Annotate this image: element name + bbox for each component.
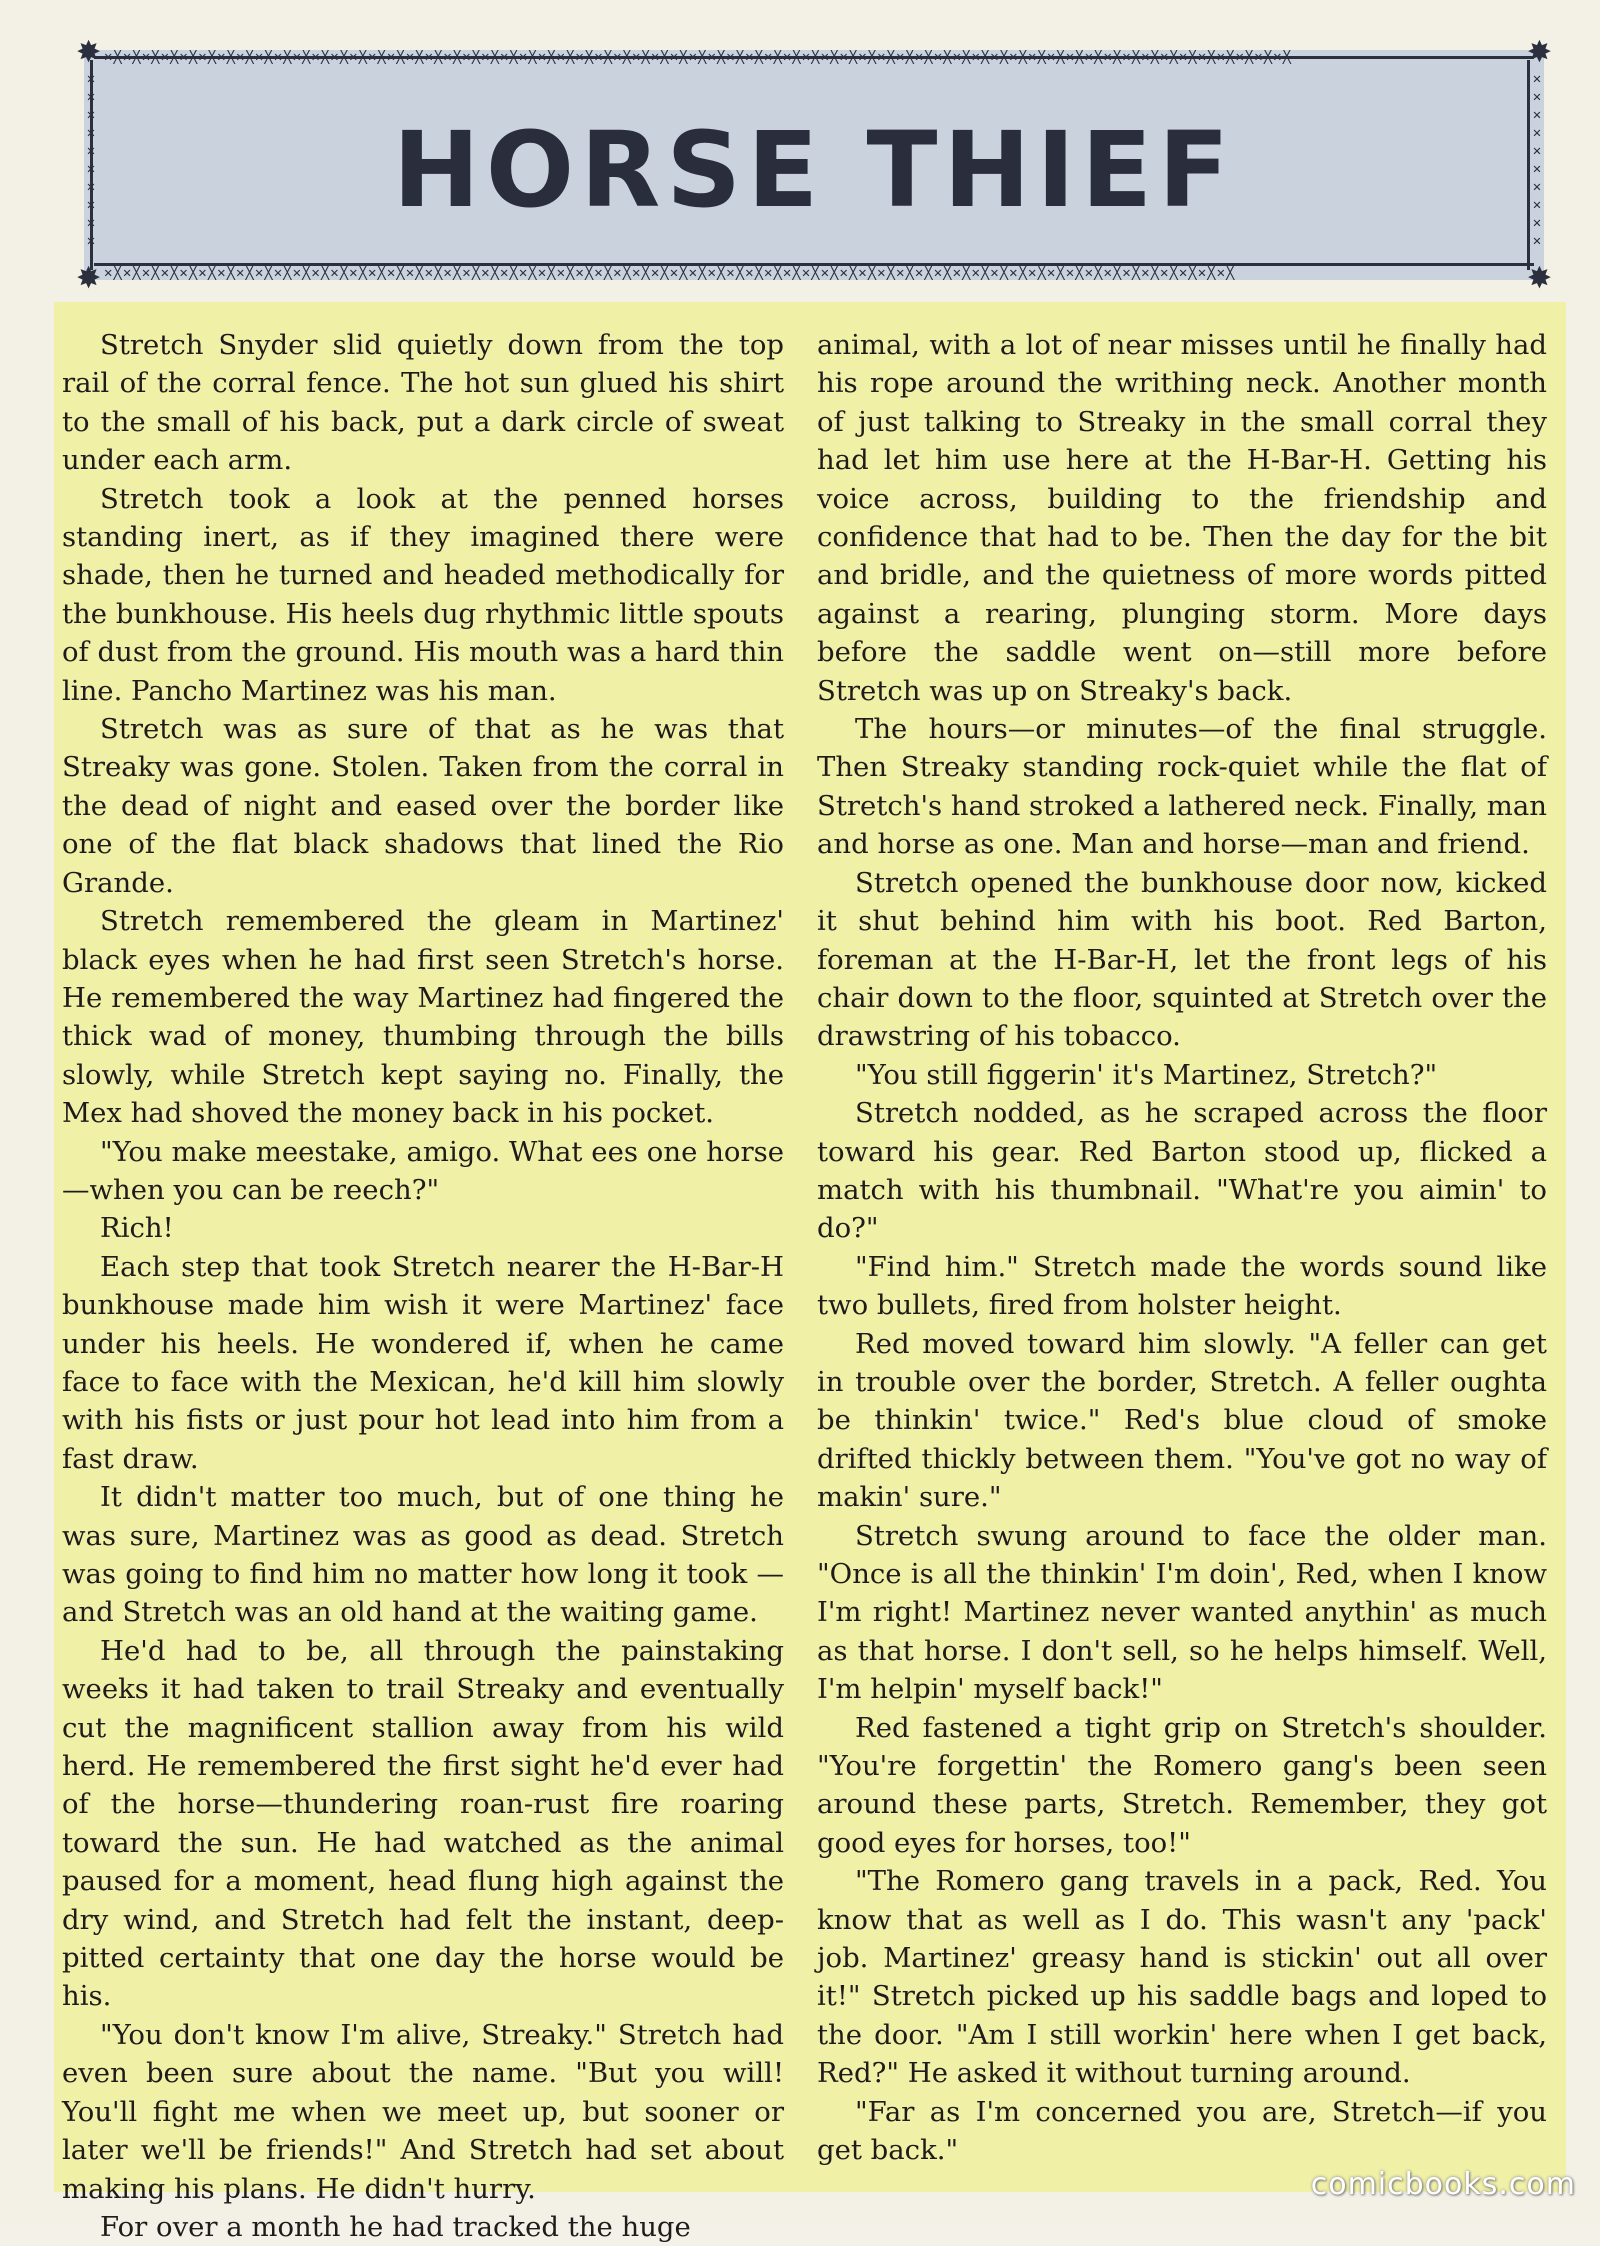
story-title: HORSE THIEF <box>392 109 1236 231</box>
paragraph: Stretch remembered the gleam in Martinez' black eyes when he had first seen Stretch's horse. He remembered the way Martinez had fingered the thick wad of money, thumbing through the bills slowly, while Stretch kept saying no. Finally, the Mex had shoved the money back in his pocket. <box>62 905 784 1130</box>
star-ornament-icon: ✸ <box>1526 35 1552 70</box>
paragraph: Red moved toward him slowly. "A feller can get in trouble over the border, Stretch. A feller oughta be thinkin' twice." Red's blue cloud of smoke drifted thickly between them. "You've got no way of makin' sure." <box>817 1327 1547 1514</box>
star-ornament-icon: ✸ <box>76 261 102 296</box>
paragraph: "You still figgerin' it's Martinez, Stretch?" <box>855 1058 1438 1091</box>
paragraph: Stretch nodded, as he scraped across the floor toward his gear. Red Barton stood up, flicked a match with his thumbnail. "What're you aimin' to do?" <box>817 1097 1547 1245</box>
paragraph: Stretch was as sure of that as he was that Streaky was gone. Stolen. Taken from the corral in the dead of night and eased over the border like one of the flat black shadows that lined the Rio Grande. <box>62 713 784 899</box>
barbed-wire-left: ✕ ✕ ✕ ✕ ✕ ✕ ✕ ✕ ✕ ✕ <box>86 71 96 249</box>
paragraph: Stretch took a look at the penned horses standing inert, as if they imagined there were shade, then he turned and headed methodically for the bunkhouse. His heels dug rhythmic little spouts of dust from the ground. His mouth was a hard thin line. Pancho Martinez was his man. <box>62 482 784 707</box>
site-watermark: comicbooks.com <box>1310 2167 1576 2202</box>
barbed-wire-right: ✕ ✕ ✕ ✕ ✕ ✕ ✕ ✕ ✕ ✕ <box>1532 71 1542 249</box>
barbed-wire-top: ✕╳✕╳✕╳✕╳✕╳✕╳✕╳✕╳✕╳✕╳✕╳✕╳✕╳✕╳✕╳✕╳✕╳✕╳✕╳✕╳✕╳✕╳✕╳✕╳✕╳✕╳✕╳✕╳✕╳✕╳✕╳✕╳✕╳✕╳✕╳✕╳✕╳✕╳✕╳✕╳✕╳✕╳✕╳✕╳✕╳✕╳✕╳✕╳✕╳✕╳✕╳✕╳✕╳✕╳✕╳✕╳✕╳✕╳✕╳✕╳✕╳✕╳✕╳ <box>104 50 1293 64</box>
title-banner <box>76 35 1552 296</box>
paragraph: For over a month he had tracked the huge <box>100 2210 691 2243</box>
paragraph: He'd had to be, all through the painstaking weeks it had taken to trail Streaky and eventually cut the magnificent stallion away from his wild herd. He remembered the first sight he'd ever had of the horse—thundering roan-rust fire roaring toward the sun. He had watched as the animal paused for a moment, head flung high against the dry wind, and Stretch had felt the instant, deep-pitted certainty that one day the horse would be his. <box>62 1634 784 2013</box>
paragraph: "Find him." Stretch made the words sound like two bullets, fired from holster height. <box>817 1250 1547 1322</box>
paragraph: It didn't matter too much, but of one thing he was sure, Martinez was as good as dead. Stretch was going to find him no matter how long it took —and Stretch was an old hand at the waiting game. <box>62 1481 784 1629</box>
paragraph: "The Romero gang travels in a pack, Red. You know that as well as I do. This wasn't any 'pack' job. Martinez' greasy hand is stickin' out all over it!" Stretch picked up his saddle bags and loped to the door. "Am I still workin' here when I get back, Red?" He asked it without turning around. <box>817 1865 1547 2090</box>
paragraph: Rich! <box>100 1212 174 1245</box>
paragraph: The hours—or minutes—of the final struggle. Then Streaky standing rock-quiet while the flat of Stretch's hand stroked a lathered neck. Finally, man and horse as one. Man and horse—man and friend. <box>817 713 1547 861</box>
paragraph: "You make meestake, amigo. What ees one horse—when you can be reech?" <box>62 1135 784 1206</box>
paragraph: animal, with a lot of near misses until he finally had his rope around the writhing neck. Another month of just talking to Streaky in the small corral they had let him use here at the H-Bar-H. Getting his voice across, building to the friendship and confidence that had to be. Then the day for the bit and bridle, and the quietness of more words pitted against a rearing, plunging storm. More days before the saddle went on—still more before Stretch was up on Streaky's back. <box>817 329 1547 707</box>
paragraph: Stretch Snyder slid quietly down from the top rail of the corral fence. The hot sun glued his shirt to the small of his back, put a dark circle of sweat under each arm. <box>62 329 784 477</box>
star-ornament-icon: ✸ <box>1526 261 1552 296</box>
star-ornament-icon: ✸ <box>76 35 102 70</box>
paragraph: Each step that took Stretch nearer the H-Bar-H bunkhouse made him wish it were Martinez' face under his heels. He wondered if, when he came face to face with the Mexican, he'd kill him slowly with his fists or just pour hot lead into him from a fast draw. <box>62 1250 784 1475</box>
paragraph: Stretch opened the bunkhouse door now, kicked it shut behind him with his boot. Red Barton, foreman at the H-Bar-H, let the front legs of his chair down to the floor, squinted at Stretch over the drawstring of his tobacco. <box>817 866 1547 1053</box>
paragraph: "Far as I'm concerned you are, Stretch—if you get back." <box>817 2095 1547 2167</box>
barbed-wire-bottom: ✕╳✕╳✕╳✕╳✕╳✕╳✕╳✕╳✕╳✕╳✕╳✕╳✕╳✕╳✕╳✕╳✕╳✕╳✕╳✕╳✕╳✕╳✕╳✕╳✕╳✕╳✕╳✕╳✕╳✕╳✕╳✕╳✕╳✕╳✕╳✕╳✕╳✕╳✕╳✕╳✕╳✕╳✕╳✕╳✕╳✕╳✕╳✕╳✕╳✕╳✕╳✕╳✕╳✕╳✕╳✕╳✕╳✕╳✕╳✕╳ <box>104 266 1236 280</box>
paragraph: "You don't know I'm alive, Streaky." Stretch had even been sure about the name. "But you will! You'll fight me when we meet up, but sooner or later we'll be friends!" And Stretch had set about making his plans. He didn't hurry. <box>62 2018 784 2205</box>
paragraph: Red fastened a tight grip on Stretch's shoulder. "You're forgettin' the Romero gang's been seen around these parts, Stretch. Remember, they got good eyes for horses, too!" <box>817 1711 1547 1859</box>
left-text-column <box>62 326 784 2246</box>
paragraph: Stretch swung around to face the older man. "Once is all the thinkin' I'm doin', Red, when I know I'm right! Martinez never wanted anythin' as much as that horse. I don't sell, so he helps himself. Well, I'm helpin' myself back!" <box>817 1519 1547 1706</box>
right-text-column <box>817 326 1547 2170</box>
